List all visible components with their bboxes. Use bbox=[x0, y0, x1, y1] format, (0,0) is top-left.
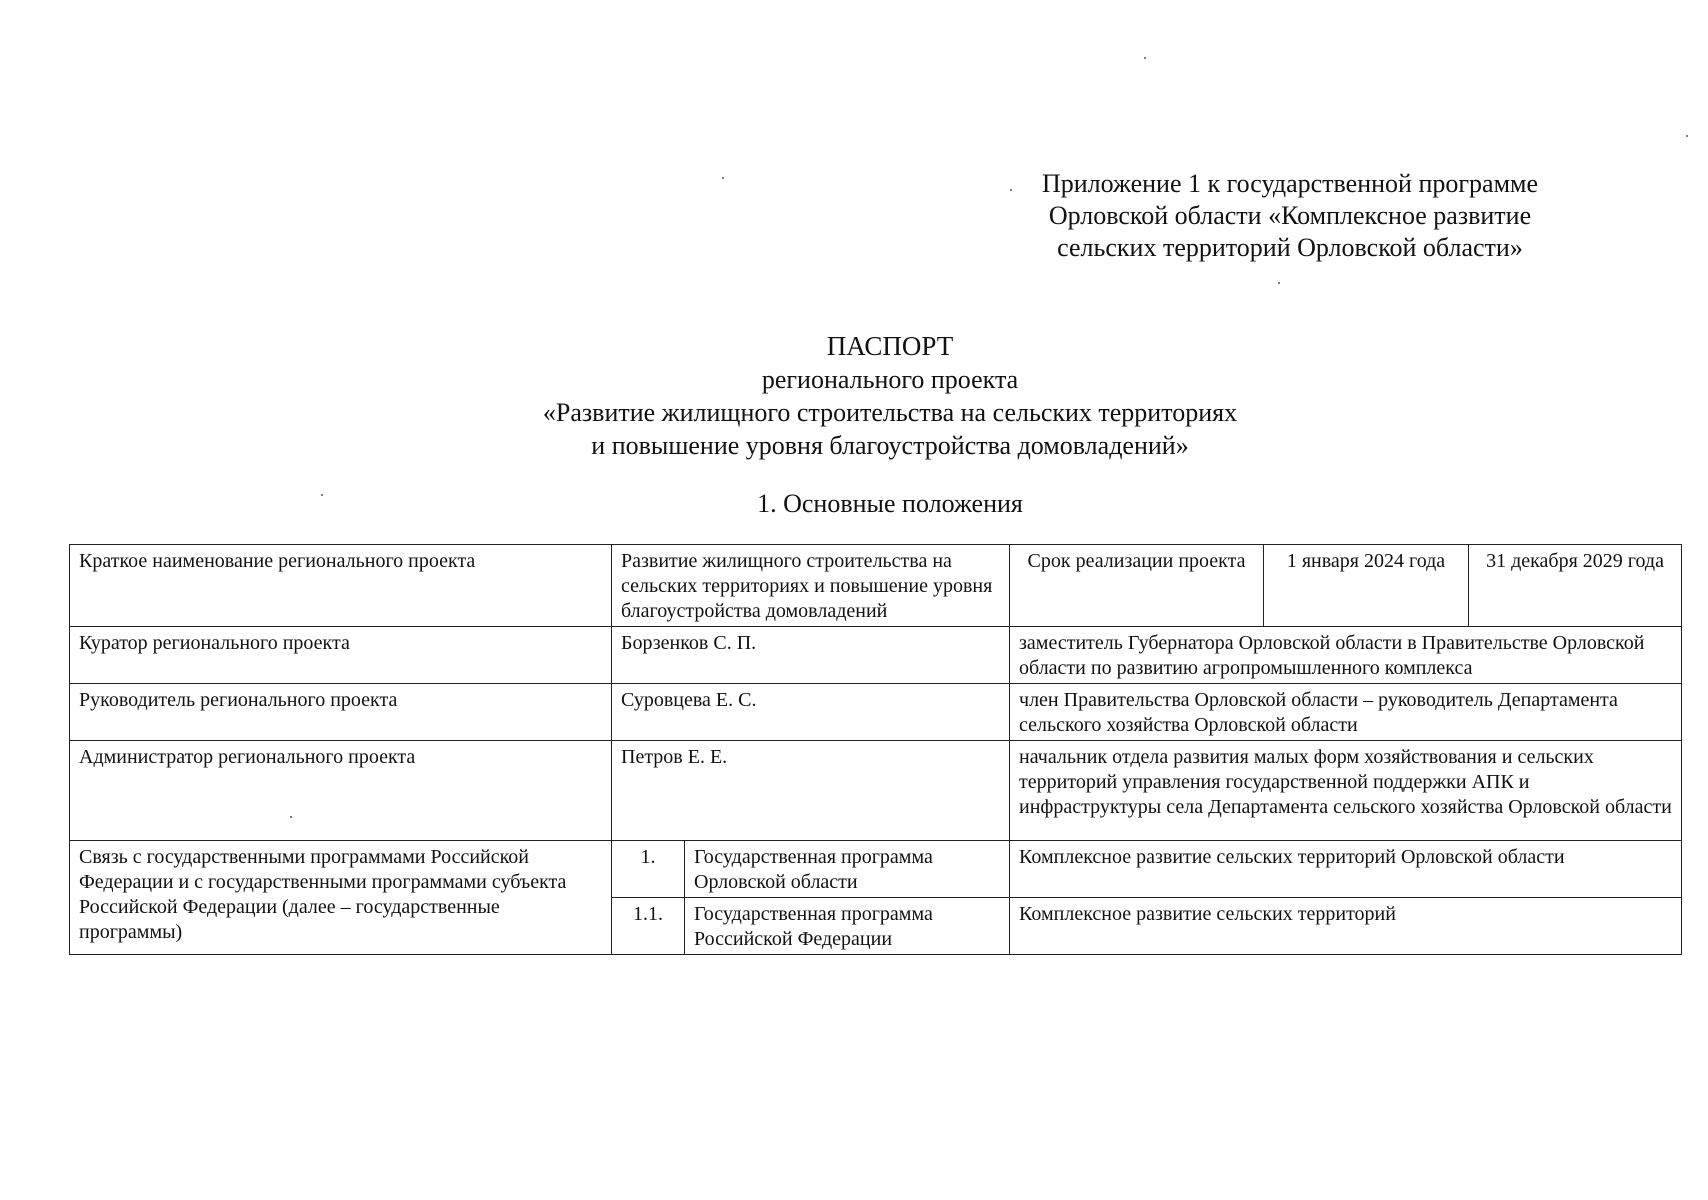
section-title: 1. Основные положения bbox=[757, 489, 1023, 518]
scan-speck bbox=[321, 494, 323, 496]
appendix-line: сельских территорий Орловской области» bbox=[1057, 233, 1523, 262]
curator-name: Борзенков С. П. bbox=[612, 627, 1010, 684]
head-label: Руководитель регионального проекта bbox=[70, 684, 612, 741]
curator-position: заместитель Губернатора Орловской области в Правительстве Орловской области по развитию агропромышленного комплекса bbox=[1010, 627, 1682, 684]
project-name-line-2: и повышение уровня благоустройства домовладений» bbox=[591, 431, 1189, 460]
scan-speck bbox=[1686, 135, 1688, 137]
table-row-curator bbox=[70, 627, 1682, 684]
appendix-note bbox=[940, 168, 1640, 264]
passport-title: ПАСПОРТ bbox=[826, 331, 954, 361]
passport-subtitle: регионального проекта bbox=[761, 365, 1019, 394]
term-start: 1 января 2024 года bbox=[1264, 545, 1469, 627]
program-name: Комплексное развитие сельских территорий Орловской области bbox=[1010, 841, 1682, 898]
scan-speck bbox=[722, 177, 724, 179]
administrator-label: Администратор регионального проекта bbox=[70, 741, 612, 841]
administrator-name: Петров Е. Е. bbox=[612, 741, 1010, 841]
curator-label: Куратор регионального проекта bbox=[70, 627, 612, 684]
appendix-line: Приложение 1 к государственной программе bbox=[1041, 169, 1539, 198]
short-name-label: Краткое наименование регионального проекта bbox=[70, 545, 612, 627]
head-position: член Правительства Орловской области – руководитель Департамента сельского хозяйства Орловской области bbox=[1010, 684, 1682, 741]
table-row-short-name bbox=[70, 545, 1682, 627]
scan-speck bbox=[1010, 189, 1012, 191]
passport-title-block bbox=[0, 330, 1708, 462]
programs-label: Связь с государственными программами Российской Федерации и с государственными программами субъекта Российской Федерации (далее – государственные программы) bbox=[70, 841, 612, 955]
appendix-line: Орловской области «Комплексное развитие bbox=[1048, 201, 1532, 230]
program-number: 1. bbox=[612, 841, 685, 898]
short-name-value: Развитие жилищного строительства на сельских территориях и повышение уровня благоустройства домовладений bbox=[612, 545, 1010, 627]
term-end: 31 декабря 2029 года bbox=[1469, 545, 1682, 627]
table-row-head bbox=[70, 684, 1682, 741]
project-name-line-1: «Развитие жилищного строительства на сельских территориях bbox=[542, 398, 1238, 427]
table-row-administrator bbox=[70, 741, 1682, 841]
table-row-program-1 bbox=[70, 841, 1682, 898]
scan-speck bbox=[1144, 57, 1146, 59]
scan-speck bbox=[290, 816, 292, 818]
program-type: Государственная программа Российской Федерации bbox=[685, 898, 1010, 955]
head-name: Суровцева Е. С. bbox=[612, 684, 1010, 741]
term-label: Срок реализации проекта bbox=[1010, 545, 1264, 627]
scan-speck bbox=[1278, 282, 1280, 284]
program-name: Комплексное развитие сельских территорий bbox=[1010, 898, 1682, 955]
program-type: Государственная программа Орловской области bbox=[685, 841, 1010, 898]
administrator-position: начальник отдела развития малых форм хозяйствования и сельских территорий управления государственной поддержки АПК и инфраструктуры села Департамента сельского хозяйства Орловской области bbox=[1010, 741, 1682, 841]
program-number: 1.1. bbox=[612, 898, 685, 955]
passport-table bbox=[69, 544, 1682, 955]
